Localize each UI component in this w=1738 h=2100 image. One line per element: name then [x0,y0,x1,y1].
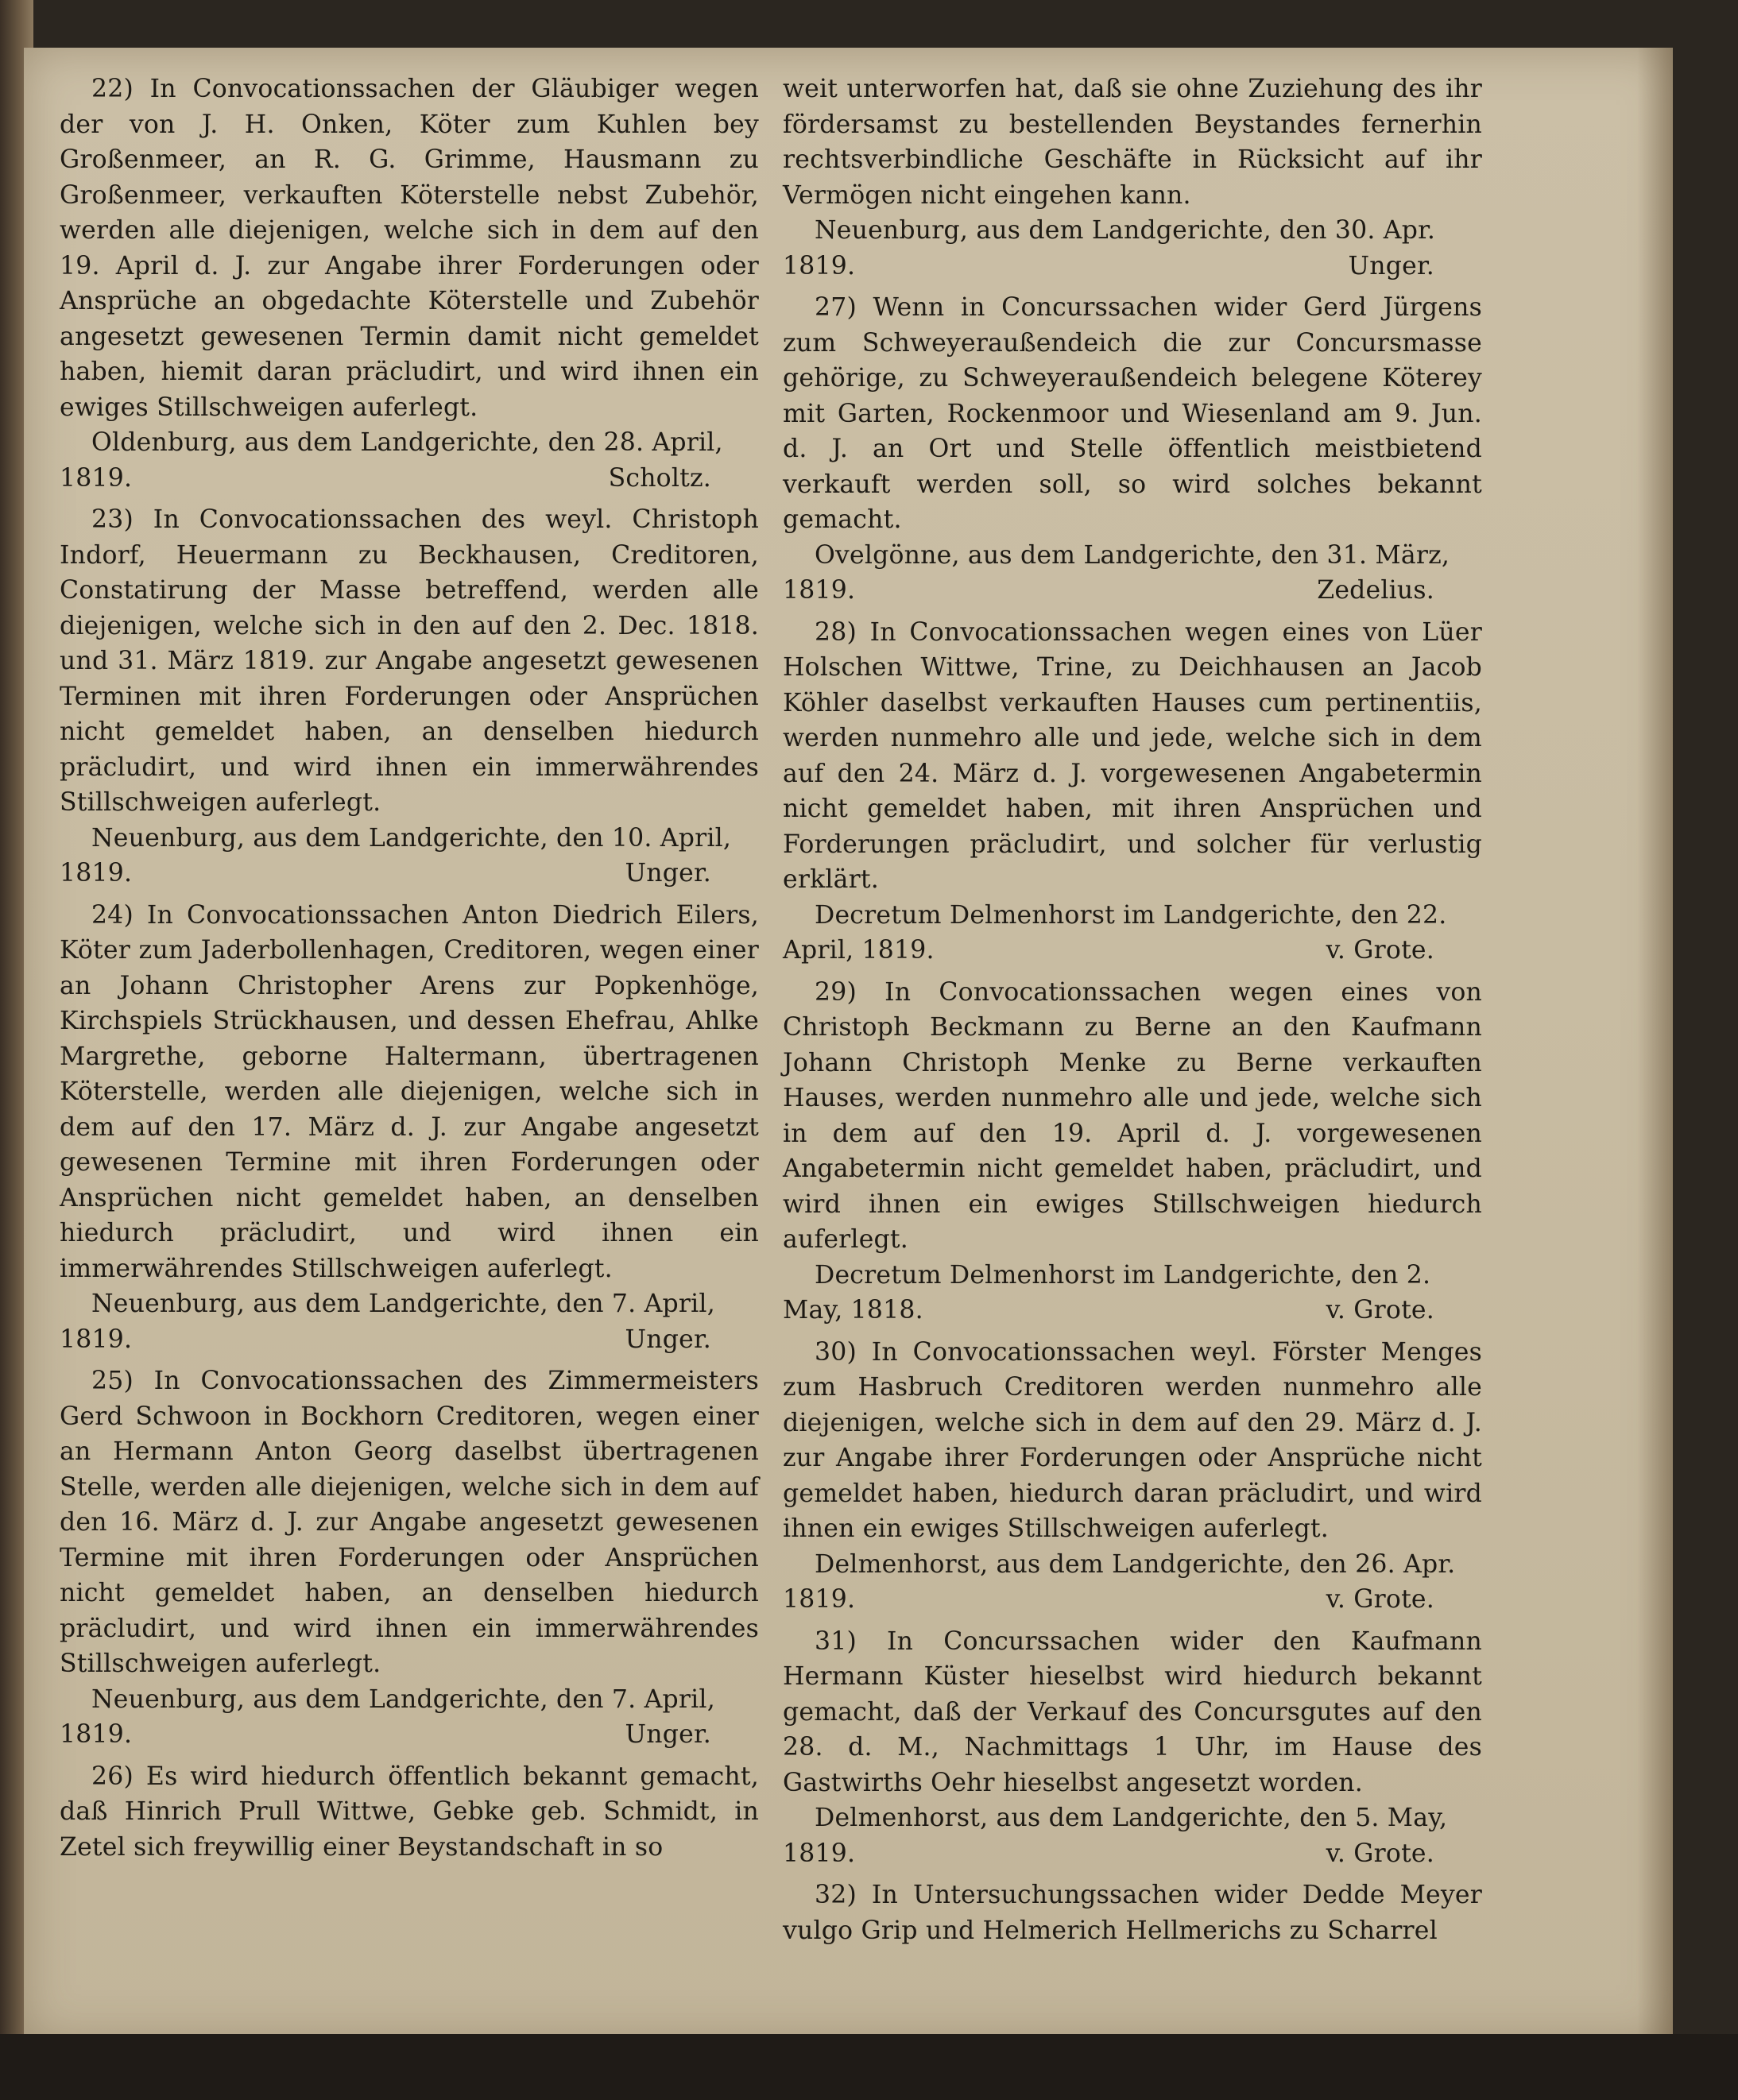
notice-25-dateline: Neuenburg, aus dem Landgerichte, den 7. April, [91,1684,715,1714]
notice-28-signer: v. Grote. [1326,936,1434,965]
notice-24-signature-row [60,1322,759,1358]
notice-27-signature-row [783,573,1482,609]
notice-25-text: 25) In Convocationssachen des Zimmermeisters Gerd Schwoon in Bockhorn Creditoren, wegen einer an Hermann Anton Georg daselbst übertragenen Stelle, werden alle diejenigen, welche sich in dem auf den 16. März d. J. zur Angabe angesetzt gewesenen Termine mit ihren Forderungen oder Ansprüchen nicht gemeldet haben, an denselben hiedurch präcludirt, und wird ihnen ein immerwährendes Stillschweigen auferlegt. [60,1367,759,1678]
notice-22-dateline: Oldenburg, aus dem Landgerichte, den 28. April, [91,428,723,457]
notice-31-signer: v. Grote. [1326,1839,1434,1868]
notice-29-signer: v. Grote. [1326,1296,1434,1325]
notice-25-year: 1819. [60,1720,133,1749]
notice-30-year: 1819. [783,1585,856,1614]
notice-24-text: 24) In Convocationssachen Anton Diedrich Eilers, Köter zum Jaderbollenhagen, Creditoren, wegen einer an Johann Christopher Arens zur Popkenhöge, Kirchspiels Strückhausen, und dessen Ehefrau, Ahlke Margrethe, geborne Haltermann, übertragenen Köterstelle, werden alle diejenigen, welche sich in dem auf den 17. März d. J. zur Angabe angesetzt gewesenen Termine mit ihren Forderungen oder Ansprüchen nicht gemeldet haben, an denselben hiedurch präcludirt, und wird ihnen ein immerwährendes Stillschweigen auferlegt. [60,900,759,1283]
notice-25-signer: Unger. [625,1720,711,1749]
left-column [60,72,759,1865]
notice-23-text: 23) In Convocationssachen des weyl. Christoph Indorf, Heuermann zu Beckhausen, Creditoren, Constatirung der Masse betreffend, werden alle diejenigen, welche sich in den auf den 2. Dec. 1818. und 31. März 1819. zur Angabe angesetzt gewesenen Terminen mit ihren Forderungen oder Ansprüchen nicht gemeldet haben, an denselben hiedurch präcludirt, und wird ihnen ein immerwährendes Stillschweigen auferlegt. [60,505,759,817]
notice-26-continuation: weit unterworfen hat, daß sie ohne Zuziehung des ihr fördersamst zu bestellenden Beystandes fernerhin rechtsverbindliche Geschäfte in Rücksicht auf ihr Vermögen nicht eingehen kann. [783,75,1482,210]
notice-27-signer: Zedelius. [1317,576,1434,605]
notice-28-signature-row [783,933,1482,969]
notice-22-year: 1819. [60,463,133,493]
notice-24-year: 1819. [60,1325,133,1354]
notice-22-signature-row [60,461,759,497]
notice-27-dateline: Ovelgönne, aus dem Landgerichte, den 31. März, [815,540,1450,570]
notice-27-year: 1819. [783,576,856,605]
notice-29-dateline: Decretum Delmenhorst im Landgerichte, den 2. [815,1260,1431,1290]
notice-23-dateline: Neuenburg, aus dem Landgerichte, den 10. April, [91,823,732,853]
notice-30-text: 30) In Convocationssachen weyl. Förster Menges zum Hasbruch Creditoren werden nunmehro alle diejenigen, welche sich in dem auf den 29. März d. J. zur Angabe ihrer Forderungen oder Ansprüche nicht gemeldet haben, hiedurch daran präcludirt, und wird ihnen ein ewiges Stillschweigen auferlegt. [783,1337,1482,1543]
notice-23-signer: Unger. [625,859,711,888]
notice-31-text: 31) In Concurssachen wider den Kaufmann Hermann Küster hieselbst wird hiedurch bekannt gemacht, daß der Verkauf des Concursgutes auf den 28. d. M., Nachmittags 1 Uhr, im Hause des Gastwirths Oehr hieselbst angesetzt worden. [783,1626,1482,1797]
notice-25-signature-row [60,1717,759,1753]
right-column [783,72,1482,1948]
notice-30-dateline: Delmenhorst, aus dem Landgerichte, den 26. Apr. [815,1549,1456,1579]
notice-28-text: 28) In Convocationssachen wegen eines von Lüer Holschen Wittwe, Trine, zu Deichhausen an Jacob Köhler daselbst verkauften Hauses cum pertinentiis, werden nunmehro alle und jede, welche sich in dem auf den 24. März d. J. vorgewesenen Angabetermin nicht gemeldet haben, mit ihren Ansprüchen und Forderungen präcludirt, und solcher für verlustig erklärt. [783,617,1482,894]
notice-23-year: 1819. [60,859,133,888]
notice-26-year: 1819. [783,251,856,280]
page-right-shadow [1637,48,1673,2042]
notice-24-signer: Unger. [625,1325,711,1354]
notice-26-dateline: Neuenburg, aus dem Landgerichte, den 30. Apr. [815,216,1436,245]
notice-31-dateline: Delmenhorst, aus dem Landgerichte, den 5. May, [815,1804,1448,1832]
notice-29-signature-row [783,1293,1482,1328]
notice-27-text: 27) Wenn in Concurssachen wider Gerd Jürgens zum Schweyeraußendeich die zur Concursmasse gehörige, zu Schweyeraußendeich belegene Köterey mit Garten, Rockenmoor und Wiesenland am 9. Jun. d. J. an Ort und Stelle öffentlich meistbietend verkauft werden soll, so wird solches bekannt gemacht. [783,293,1482,534]
notice-30-signer: v. Grote. [1326,1585,1434,1614]
notice-28-dateline: Decretum Delmenhorst im Landgerichte, den 22. [815,900,1447,930]
notice-31-year: 1819. [783,1839,856,1868]
notice-31-signature-row [783,1836,1482,1872]
notice-22-signer: Scholtz. [608,463,711,493]
notice-26-signer: Unger. [1348,251,1434,280]
scan-bottom-edge [0,2034,1738,2100]
notice-32-text: 32) In Untersuchungssachen wider Dedde Meyer vulgo Grip und Helmerich Hellmerichs zu Scharrel [783,1881,1482,1945]
notice-29-year: May, 1818. [783,1296,923,1325]
notice-23-signature-row [60,856,759,891]
notice-26-text: 26) Es wird hiedurch öffentlich bekannt gemacht, daß Hinrich Prull Wittwe, Gebke geb. Schmidt, in Zetel sich freywillig einer Beystandschaft in so [60,1762,759,1862]
notice-29-text: 29) In Convocationssachen wegen eines von Christoph Beckmann zu Berne an den Kaufmann Johann Christoph Menke zu Berne verkauften Hauses, werden nunmehro alle und jede, welche sich in dem auf den 19. April d. J. vorgewesenen Angabetermin nicht gemeldet haben, präcludirt, und wird ihnen ein ewiges Stillschweigen hiedurch auferlegt. [783,977,1482,1254]
notice-26-signature-row [783,249,1482,284]
notice-24-dateline: Neuenburg, aus dem Landgerichte, den 7. April, [91,1290,715,1318]
notice-30-signature-row [783,1582,1482,1618]
notice-28-year: April, 1819. [783,936,935,965]
notice-22-text: 22) In Convocationssachen der Gläubiger wegen der von J. H. Onken, Köter zum Kuhlen bey Großenmeer, an R. G. Grimme, Hausmann zu Großenmeer, verkauften Köterstelle nebst Zubehör, werden alle diejenigen, welche sich in dem auf den 19. April d. J. zur Angabe ihrer Forderungen oder Ansprüche an obgedachte Köterstelle und Zubehör angesetzt gewesenen Termin damit nicht gemeldet haben, hiemit daran präcludirt, und wird ihnen ein ewiges Stillschweigen auferlegt. [60,75,759,422]
